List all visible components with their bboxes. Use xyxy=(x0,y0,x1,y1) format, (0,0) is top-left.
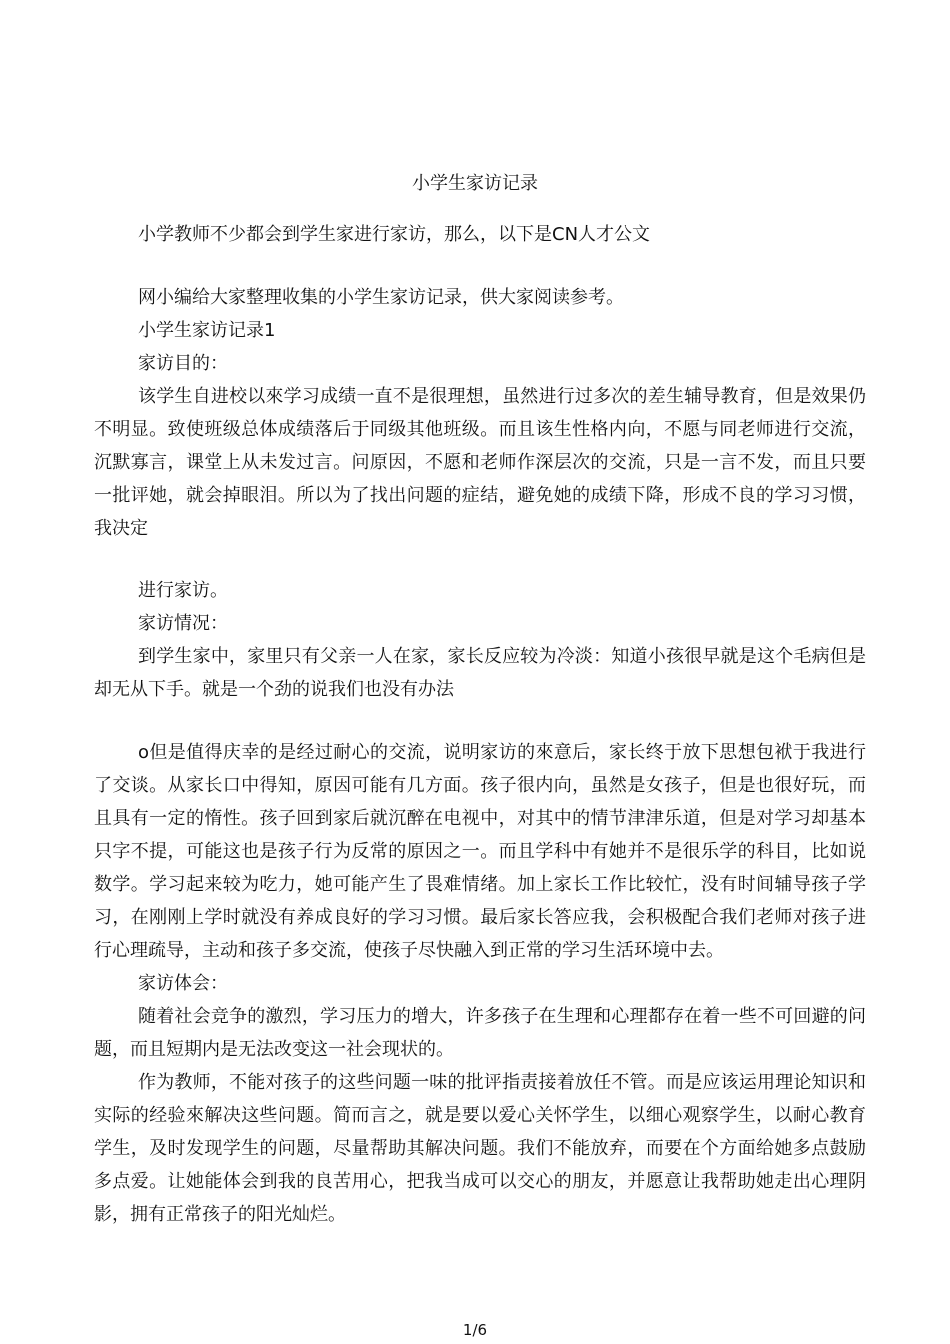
purpose-label: 家访目的： xyxy=(138,353,228,374)
section-heading: 小学生家访记录1 xyxy=(138,320,276,341)
main-block-2 xyxy=(94,574,866,706)
main-block-3 xyxy=(94,736,866,1231)
situation-paragraph-1: 到学生家中，家里只有父亲一人在家，家长反应较为冷淡：知道小孩很早就是这个毛病但是却无从下手。就是一个劲的说我们也没有办法 xyxy=(94,646,866,700)
reflection-paragraph-2: 作为教师，不能对孩子的这些问题一味的批评指责接着放任不管。而是应该运用理论知识和实际的经验來解决这些问题。简而言之，就是要以爱心关怀学生，以细心观察学生，以耐心教育学生，及时发现学生的问题，尽量帮助其解决问题。我们不能放弃，而要在个方面给她多点鼓励多点爱。让她能体会到我的良苦用心，把我当成可以交心的朋友，并愿意让我帮助她走出心理阴影，拥有正常孩子的阳光灿烂。 xyxy=(94,1072,866,1225)
intro-line-2: 网小编给大家整理收集的小学生家访记录，供大家阅读参考。 xyxy=(138,287,624,308)
situation-label: 家访情况： xyxy=(138,613,228,634)
page-number: 1/6 xyxy=(462,1321,488,1339)
document-title: 小学生家访记录 xyxy=(412,173,538,194)
purpose-paragraph: 该学生自进校以來学习成绩一直不是很理想，虽然进行过多次的差生辅导教育，但是效果仍不明显。致使班级总体成绩落后于同级其他班级。而且该生性格内向，不愿与同老师进行交流，沉默寡言，课堂上从未发过言。问原因，不愿和老师作深层次的交流，只是一言不发，而且只要一批评她，就会掉眼泪。所以为了找出问题的症结，避免她的成绩下降，形成不良的学习习惯，我决定 xyxy=(94,386,866,539)
intro-line-1: 小学教师不少都会到学生家进行家访，那么，以下是CN人才公文 xyxy=(138,224,651,245)
reflection-paragraph-1: 随着社会竞争的激烈，学习压力的增大，许多孩子在生理和心理都存在着一些不可回避的问题，而且短期内是无法改变这一社会现状的。 xyxy=(94,1006,866,1060)
reflection-label: 家访体会： xyxy=(138,973,228,994)
purpose-continuation: 进行家访。 xyxy=(138,580,228,601)
intro-block xyxy=(94,218,866,251)
situation-paragraph-2: o但是值得庆幸的是经过耐心的交流，说明家访的來意后，家长终于放下思想包袱于我进行了交谈。从家长口中得知，原因可能有几方面。孩子很内向，虽然是女孩子，但是也很好玩，而且具有一定的惰性。孩子回到家后就沉醉在电视中，对其中的情节津津乐道，但是对学习却基本只字不提，可能这也是孩子行为反常的原因之一。而且学科中有她并不是很乐学的科目，比如说数学。学习起来较为吃力，她可能产生了畏难情绪。加上家长工作比较忙，没有时间辅导孩子学习，在刚刚上学时就没有养成良好的学习习惯。最后家长答应我，会积极配合我们老师对孩子进行心理疏导，主动和孩子多交流，使孩子尽快融入到正常的学习生活环境中去。 xyxy=(94,742,866,961)
main-block-1 xyxy=(94,281,866,545)
